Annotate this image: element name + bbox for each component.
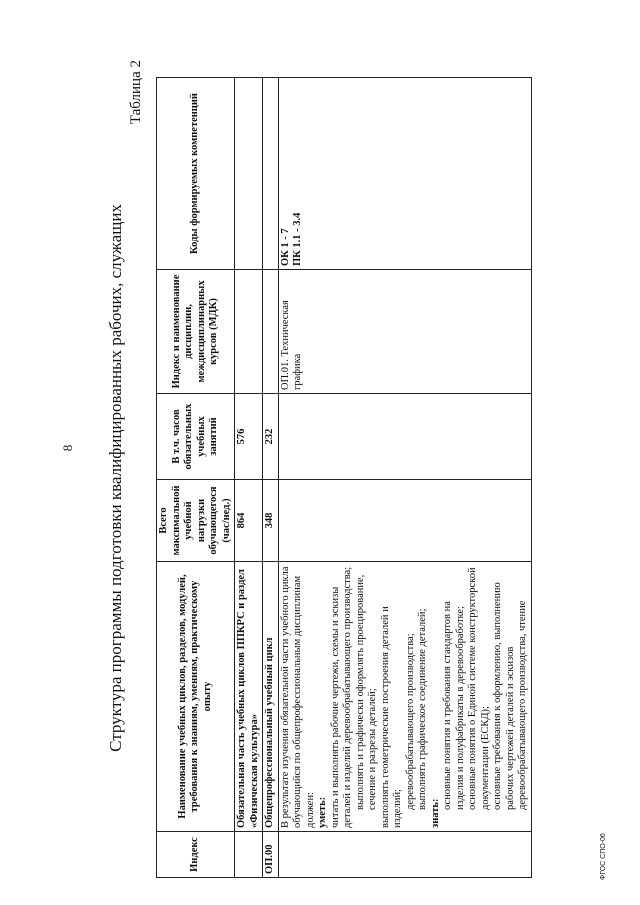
- knowledge-item: основные требования к оформлению, выполнению рабочих чертежей деталей и эскизов деревообрабатывающего производства, чтение: [492, 582, 528, 810]
- table-row-op01: [278, 78, 531, 878]
- header-discipline: Индекс и наименование дисциплин, междисциплинарных курсов (МДК): [157, 270, 235, 394]
- header-codes: Коды формируемых компетенций: [157, 78, 235, 270]
- competence-codes: [278, 78, 531, 270]
- header-max-load: Всего максимальной учебной нагрузки обучающегося (час/нед.): [157, 480, 235, 562]
- skill-item: выполнять и графически оформлять проецирование, сечение и разрезы деталей;: [354, 574, 378, 810]
- rotated-page: [92, 48, 592, 878]
- table-row-mandatory: [235, 78, 263, 878]
- discipline-op01: ОП.01. Техническая графика: [278, 270, 531, 394]
- skill-item: выполнять геометрические построения деталей и изделий;: [379, 606, 403, 828]
- table-row-cycle: [263, 78, 279, 878]
- header-row: [157, 78, 235, 878]
- cycle-hours: 232: [263, 394, 279, 480]
- knowledge-heading: знать:: [429, 798, 441, 828]
- skills-heading: уметь:: [317, 796, 328, 828]
- header-mandatory: В т.ч. часов обязательных учебных занятий: [157, 394, 235, 480]
- requirements-intro: В результате изучения обязательной части учебного цикла обучающийся по общепрофессиональным дисциплинам должен:: [279, 566, 316, 828]
- cycle-index: ОП.00: [263, 832, 279, 878]
- op01-requirements: [278, 562, 531, 832]
- skill-item: деревообрабатывающего производства;: [404, 633, 416, 810]
- skill-item: выполнять графическое соединение деталей;: [417, 608, 428, 810]
- cycle-max-load: 348: [263, 480, 279, 562]
- knowledge-item: основные понятия о Единой системе конструкторской документации (ЕСКД);: [467, 567, 491, 810]
- codes-ok: ОК 1 - 7: [279, 228, 291, 266]
- page-number: 8: [60, 444, 75, 452]
- table-caption: Структура программы подготовки квалифицированных рабочих, служащих: [106, 204, 125, 752]
- skill-item: читать и выполнять рабочие чертежи, схемы и эскизы деталей и изделий деревообрабатывающего производства;: [329, 566, 353, 828]
- mandatory-part-hours: 576: [235, 394, 263, 480]
- table-label: Таблица 2: [128, 60, 144, 125]
- curriculum-table: [156, 77, 532, 878]
- cycle-name: Общепрофессиональный учебный цикл: [263, 562, 279, 832]
- mandatory-part-max-load: 864: [235, 480, 263, 562]
- header-name: Наименование учебных циклов, разделов, модулей, требования к знаниям, умениям, практическому опыту: [157, 562, 235, 832]
- codes-pk: ПК 1.1 - 3.4: [292, 212, 303, 266]
- header-index: Индекс: [157, 832, 235, 878]
- knowledge-item: основные понятия и требования стандартов на изделия и полуфабрикаты в деревообработке;: [442, 601, 466, 810]
- footer-code: ФГОС СПО-06: [600, 833, 607, 880]
- mandatory-part-name: Обязательная часть учебных циклов ППКРС и раздел «Физическая культура»: [235, 562, 263, 832]
